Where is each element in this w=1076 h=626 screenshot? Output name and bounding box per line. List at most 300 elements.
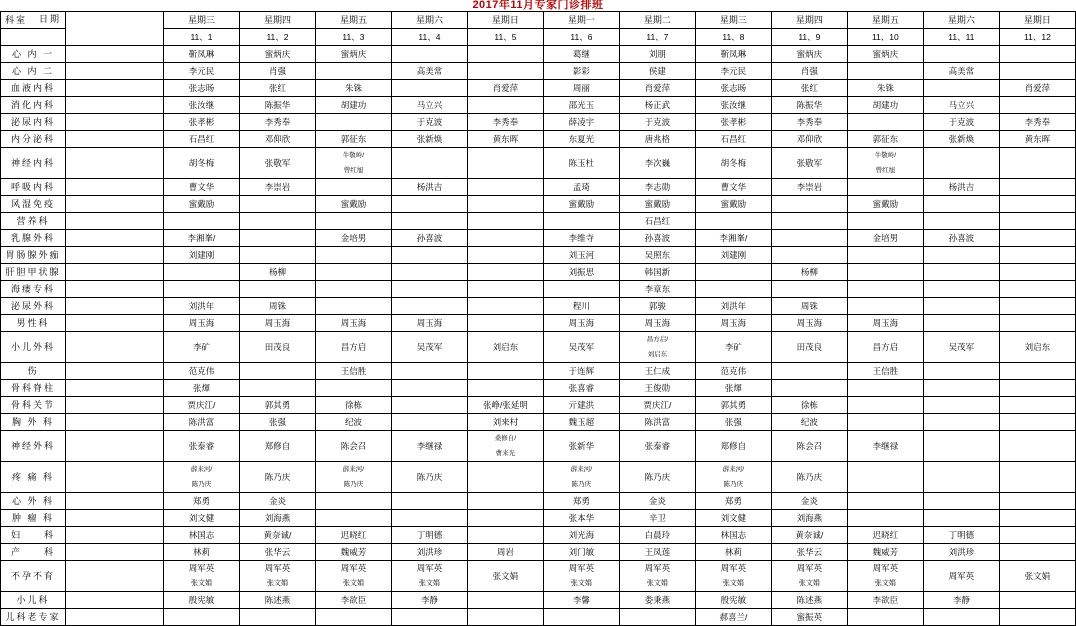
header-day: 星期五	[847, 12, 923, 29]
doctor-cell: 陈洪富	[164, 414, 240, 431]
doctor-cell	[923, 264, 999, 281]
doctor-cell	[239, 213, 315, 230]
doctor-cell: 李崇岩	[239, 179, 315, 196]
doctor-cell: 张峥/张延明	[467, 397, 543, 414]
doctor-cell: 林莉	[695, 544, 771, 561]
doctor-cell	[999, 264, 1075, 281]
department-label: 风湿免疫	[1, 196, 66, 213]
doctor-cell: 周军英 张文娟	[164, 561, 240, 592]
row-gap-cell	[65, 431, 163, 462]
doctor-cell	[467, 431, 543, 462]
corner-label-dept: 科室	[5, 15, 28, 25]
doctor-cell: 张泰睿	[164, 431, 240, 462]
doctor-cell: 高美常	[391, 63, 467, 80]
doctor-cell	[164, 264, 240, 281]
table-row	[1, 196, 1076, 213]
doctor-cell	[771, 380, 847, 397]
doctor-cell	[391, 609, 467, 626]
doctor-cell	[847, 179, 923, 196]
doctor-cell	[999, 363, 1075, 380]
doctor-cell: 张汝继	[164, 97, 240, 114]
doctor-cell: 陈乃庆	[239, 462, 315, 493]
table-row	[1, 332, 1076, 363]
doctor-cell	[467, 609, 543, 626]
doctor-cell: 肖强	[239, 63, 315, 80]
doctor-cell: 周军英 张文娟	[771, 561, 847, 592]
department-label: 肿 瘤 科	[1, 510, 66, 527]
department-label: 小儿科	[1, 592, 66, 609]
doctor-cell: 杨正武	[619, 97, 695, 114]
doctor-cell	[315, 493, 391, 510]
row-gap-cell	[65, 363, 163, 380]
table-row	[1, 510, 1076, 527]
doctor-cell: 周玉海	[695, 315, 771, 332]
department-label: 胸 外 科	[1, 414, 66, 431]
doctor-cell: 蜜炳庆	[239, 46, 315, 63]
doctor-cell: 郭其勇	[239, 397, 315, 414]
table-row	[1, 298, 1076, 315]
row-gap-cell	[65, 80, 163, 97]
doctor-cell: 张敬军	[239, 148, 315, 179]
doctor-cell: 胡建功	[315, 97, 391, 114]
doctor-cell: 林国志	[695, 527, 771, 544]
doctor-cell	[239, 380, 315, 397]
doctor-cell: 金炎	[619, 493, 695, 510]
doctor-cell	[315, 148, 391, 179]
doctor-cell	[467, 462, 543, 493]
doctor-cell: 侯建	[619, 63, 695, 80]
doctor-cell: 郑勇	[543, 493, 619, 510]
doctor-cell	[239, 196, 315, 213]
department-label: 妇 科	[1, 527, 66, 544]
doctor-cell: 李秀奉	[999, 114, 1075, 131]
doctor-cell: 贾庆江/	[619, 397, 695, 414]
doctor-cell: 张煇	[695, 380, 771, 397]
table-row	[1, 493, 1076, 510]
doctor-cell	[999, 179, 1075, 196]
doctor-cell: 李秀奉	[771, 114, 847, 131]
doctor-cell: 陈述燕	[239, 592, 315, 609]
doctor-cell	[467, 527, 543, 544]
doctor-cell	[923, 397, 999, 414]
doctor-cell: 张新焕	[391, 131, 467, 148]
doctor-cell: 孙喜波	[923, 230, 999, 247]
doctor-cell: 郑修自	[239, 431, 315, 462]
doctor-cell: 郭其勇	[695, 397, 771, 414]
doctor-cell	[391, 493, 467, 510]
department-label: 伤	[1, 363, 66, 380]
doctor-cell	[999, 462, 1075, 493]
doctor-cell: 李元民	[164, 63, 240, 80]
table-row	[1, 397, 1076, 414]
doctor-cell: 林国志	[164, 527, 240, 544]
doctor-cell	[771, 196, 847, 213]
doctor-cell	[239, 609, 315, 626]
doctor-cell: 郑修自	[695, 431, 771, 462]
doctor-cell	[467, 315, 543, 332]
doctor-cell	[543, 462, 619, 493]
doctor-cell: 周玉海	[847, 315, 923, 332]
doctor-cell	[923, 148, 999, 179]
table-row	[1, 363, 1076, 380]
doctor-cell: 蜜戴励	[847, 196, 923, 213]
doctor-cell	[695, 213, 771, 230]
doctor-cell: 殷宪敏	[695, 592, 771, 609]
doctor-name-second-line: 张文娟	[798, 580, 820, 587]
doctor-cell	[771, 247, 847, 264]
doctor-cell: 肖爱萍	[999, 80, 1075, 97]
doctor-cell: 韩国新	[619, 264, 695, 281]
doctor-cell: 张强	[239, 414, 315, 431]
doctor-cell	[999, 298, 1075, 315]
doctor-cell: 亓建洪	[543, 397, 619, 414]
doctor-cell	[923, 315, 999, 332]
department-label: 产 科	[1, 544, 66, 561]
doctor-cell: 张强	[695, 414, 771, 431]
row-gap-cell	[65, 397, 163, 414]
doctor-cell	[923, 281, 999, 298]
doctor-cell	[315, 281, 391, 298]
doctor-cell	[999, 544, 1075, 561]
doctor-name-line: 牛敬岭/	[874, 152, 896, 159]
doctor-cell: 唐兆格	[619, 131, 695, 148]
doctor-cell: 薛凌宇	[543, 114, 619, 131]
department-label: 营养科	[1, 213, 66, 230]
table-row	[1, 264, 1076, 281]
doctor-cell: 胡建功	[847, 97, 923, 114]
table-row	[1, 114, 1076, 131]
row-gap-cell	[65, 114, 163, 131]
doctor-cell: 李志勋	[619, 179, 695, 196]
doctor-cell: 徐栋	[315, 397, 391, 414]
doctor-cell: 周军英 张文娟	[239, 561, 315, 592]
department-label: 儿科老专家	[1, 609, 66, 626]
doctor-cell	[999, 414, 1075, 431]
doctor-cell	[847, 298, 923, 315]
doctor-cell: 孟琦	[543, 179, 619, 196]
doctor-cell: 陈乃庆	[619, 462, 695, 493]
doctor-cell	[923, 213, 999, 230]
doctor-cell: 周军英 张文娟	[695, 561, 771, 592]
doctor-cell: 陈乃庆	[391, 462, 467, 493]
doctor-cell	[999, 97, 1075, 114]
department-label: 小儿外科	[1, 332, 66, 363]
doctor-cell: 魏玉超	[543, 414, 619, 431]
doctor-cell: 周军英 张文娟	[315, 561, 391, 592]
doctor-cell: 邓仰欣	[239, 131, 315, 148]
doctor-cell: 刘门敏	[543, 544, 619, 561]
doctor-cell: 王仁成	[619, 363, 695, 380]
doctor-cell: 陈会召	[315, 431, 391, 462]
department-label: 胃肠腺外痂	[1, 247, 66, 264]
doctor-cell	[467, 213, 543, 230]
header-day: 星期五	[315, 12, 391, 29]
doctor-cell: 陈会召	[771, 431, 847, 462]
doctor-name-second-line: 张文娟	[874, 580, 896, 587]
doctor-cell	[239, 247, 315, 264]
doctor-cell: 张煇	[164, 380, 240, 397]
doctor-cell: 程川	[543, 298, 619, 315]
date-cell: 11、2	[239, 29, 315, 46]
doctor-cell	[923, 510, 999, 527]
doctor-cell: 朱铢	[847, 80, 923, 97]
doctor-cell	[923, 609, 999, 626]
table-row	[1, 97, 1076, 114]
doctor-cell	[543, 213, 619, 230]
date-cell: 11、10	[847, 29, 923, 46]
doctor-cell: 郭征东	[847, 131, 923, 148]
doctor-cell: 李静	[391, 592, 467, 609]
doctor-cell: 石昌红	[695, 131, 771, 148]
doctor-cell	[391, 148, 467, 179]
header-corner	[1, 12, 66, 29]
doctor-cell: 杨柳	[771, 264, 847, 281]
doctor-cell: 辛卫	[619, 510, 695, 527]
table-row	[1, 544, 1076, 561]
row-gap-cell	[65, 609, 163, 626]
doctor-cell: 肖爱萍	[467, 80, 543, 97]
doctor-cell	[923, 196, 999, 213]
doctor-cell	[467, 247, 543, 264]
doctor-cell: 张新华	[543, 431, 619, 462]
doctor-cell	[847, 510, 923, 527]
department-label: 肝胆甲状腺	[1, 264, 66, 281]
doctor-cell: 靳凤琳	[695, 46, 771, 63]
doctor-cell: 周玉海	[239, 315, 315, 332]
row-gap-cell	[65, 213, 163, 230]
doctor-cell	[923, 46, 999, 63]
doctor-cell: 李次巍	[619, 148, 695, 179]
doctor-cell: 石昌红	[164, 131, 240, 148]
doctor-cell: 徐栋	[771, 397, 847, 414]
doctor-cell	[999, 46, 1075, 63]
row-gap-cell	[65, 544, 163, 561]
doctor-cell: 陈洪富	[619, 414, 695, 431]
doctor-cell: 刘建刚	[164, 247, 240, 264]
doctor-cell: 陈振华	[239, 97, 315, 114]
doctor-cell: 陈述燕	[771, 592, 847, 609]
doctor-cell	[999, 213, 1075, 230]
doctor-cell	[999, 380, 1075, 397]
doctor-cell	[619, 332, 695, 363]
doctor-cell	[467, 380, 543, 397]
doctor-cell	[847, 264, 923, 281]
doctor-cell: 杨洪吉	[923, 179, 999, 196]
doctor-cell: 田茂良	[771, 332, 847, 363]
doctor-cell: 葛继	[543, 46, 619, 63]
doctor-cell: 刘玉河	[543, 247, 619, 264]
doctor-cell: 刘洪年	[695, 298, 771, 315]
department-label: 呼吸内科	[1, 179, 66, 196]
doctor-cell: 高美常	[923, 63, 999, 80]
row-gap-cell	[65, 131, 163, 148]
doctor-cell: 周玉海	[315, 315, 391, 332]
doctor-cell: 蜜炳庆	[847, 46, 923, 63]
doctor-cell	[315, 63, 391, 80]
doctor-cell: 孙喜波	[619, 230, 695, 247]
doctor-cell	[467, 493, 543, 510]
table-row	[1, 46, 1076, 63]
doctor-cell	[695, 462, 771, 493]
department-label: 心 内 二	[1, 63, 66, 80]
doctor-cell: 迟晓红	[315, 527, 391, 544]
doctor-cell	[847, 380, 923, 397]
doctor-cell: 张本华	[543, 510, 619, 527]
header-day: 星期六	[391, 12, 467, 29]
row-gap-cell	[65, 230, 163, 247]
doctor-cell: 胡冬梅	[695, 148, 771, 179]
doctor-cell: 刘建刚	[695, 247, 771, 264]
row-gap-cell	[65, 148, 163, 179]
doctor-cell: 贾庆江/	[164, 397, 240, 414]
doctor-cell: 张文娟	[999, 561, 1075, 592]
doctor-cell	[999, 230, 1075, 247]
doctor-cell	[771, 281, 847, 298]
doctor-cell: 张志旸	[164, 80, 240, 97]
department-label: 骨科脊柱	[1, 380, 66, 397]
doctor-cell: 黄东晖	[467, 131, 543, 148]
date-cell: 11、6	[543, 29, 619, 46]
doctor-cell: 胡冬梅	[164, 148, 240, 179]
doctor-cell	[315, 462, 391, 493]
doctor-cell	[315, 114, 391, 131]
doctor-cell	[467, 264, 543, 281]
doctor-cell: 刘文健	[695, 510, 771, 527]
header-day: 星期一	[543, 12, 619, 29]
table-row	[1, 380, 1076, 397]
table-row	[1, 230, 1076, 247]
doctor-cell	[923, 380, 999, 397]
doctor-cell: 昌方启	[315, 332, 391, 363]
doctor-cell: 金培男	[847, 230, 923, 247]
doctor-cell: 吴茂军	[923, 332, 999, 363]
doctor-cell	[467, 230, 543, 247]
doctor-name-line: 刘启东	[647, 351, 668, 358]
doctor-cell: 丁明德	[391, 527, 467, 544]
doctor-cell: 黄东晖	[999, 131, 1075, 148]
doctor-cell	[923, 493, 999, 510]
doctor-cell: 张志旸	[695, 80, 771, 97]
doctor-cell	[923, 80, 999, 97]
doctor-cell: 陈玉杜	[543, 148, 619, 179]
doctor-cell: 林莉	[164, 544, 240, 561]
doctor-cell: 迟晓红	[847, 527, 923, 544]
doctor-cell	[315, 247, 391, 264]
doctor-cell	[999, 397, 1075, 414]
doctor-cell: 杨洪吉	[391, 179, 467, 196]
table-row	[1, 213, 1076, 230]
doctor-cell: 李湘峯/	[164, 230, 240, 247]
doctor-cell: 王凤莲	[619, 544, 695, 561]
doctor-cell	[391, 380, 467, 397]
date-cell: 11、8	[695, 29, 771, 46]
doctor-cell	[239, 281, 315, 298]
table-row	[1, 431, 1076, 462]
doctor-cell: 周玉海	[543, 315, 619, 332]
doctor-cell: 黄奈诚/	[239, 527, 315, 544]
doctor-cell: 王俊勋	[619, 380, 695, 397]
doctor-cell: 李继禄	[847, 431, 923, 462]
doctor-cell: 周岩	[467, 544, 543, 561]
table-row	[1, 609, 1076, 626]
doctor-cell	[999, 609, 1075, 626]
doctor-cell	[999, 315, 1075, 332]
doctor-cell: 白晨玲	[619, 527, 695, 544]
doctor-cell: 张汝继	[695, 97, 771, 114]
doctor-name-second-line: 张文娟	[342, 580, 364, 587]
row-gap-cell	[65, 315, 163, 332]
doctor-cell	[467, 281, 543, 298]
doctor-cell: 石昌红	[619, 213, 695, 230]
doctor-cell	[391, 414, 467, 431]
doctor-cell: 周玉海	[619, 315, 695, 332]
doctor-cell: 靳凤琳	[164, 46, 240, 63]
table-row	[1, 315, 1076, 332]
header-day: 星期六	[923, 12, 999, 29]
doctor-cell	[695, 281, 771, 298]
doctor-cell: 马立兴	[391, 97, 467, 114]
doctor-cell: 范克伟	[164, 363, 240, 380]
doctor-cell	[999, 63, 1075, 80]
department-label: 乳腺外科	[1, 230, 66, 247]
doctor-name-line: 昌方启/	[646, 336, 669, 343]
doctor-cell: 张喜睿	[543, 380, 619, 397]
row-gap-cell	[65, 63, 163, 80]
doctor-cell	[847, 281, 923, 298]
doctor-cell	[847, 63, 923, 80]
doctor-cell	[847, 397, 923, 414]
doctor-cell: 殷宪敏	[164, 592, 240, 609]
doctor-cell: 周丽	[543, 80, 619, 97]
doctor-cell: 刘海燕	[771, 510, 847, 527]
doctor-cell	[619, 609, 695, 626]
doctor-cell: 娄秉燕	[619, 592, 695, 609]
doctor-cell: 李馨	[543, 592, 619, 609]
doctor-cell: 周军英 张文娟	[847, 561, 923, 592]
doctor-cell: 东夏光	[543, 131, 619, 148]
doctor-cell	[239, 230, 315, 247]
doctor-name-second-line: 张文娟	[722, 580, 744, 587]
doctor-cell: 李继禄	[391, 431, 467, 462]
doctor-cell	[771, 363, 847, 380]
row-gap-cell	[65, 196, 163, 213]
department-label: 不孕不育	[1, 561, 66, 592]
department-label: 消化内科	[1, 97, 66, 114]
doctor-cell: 周军英 张文娟	[391, 561, 467, 592]
doctor-cell	[467, 63, 543, 80]
doctor-cell: 李章东	[619, 281, 695, 298]
doctor-cell	[923, 363, 999, 380]
doctor-name-line: 牛敬岭/	[342, 152, 365, 159]
department-label: 内分泌科	[1, 131, 66, 148]
doctor-cell: 张红	[771, 80, 847, 97]
doctor-cell	[771, 213, 847, 230]
doctor-cell	[391, 281, 467, 298]
doctor-cell	[315, 609, 391, 626]
department-label: 心 外 科	[1, 493, 66, 510]
doctor-cell: 邵光玉	[543, 97, 619, 114]
doctor-cell	[999, 148, 1075, 179]
doctor-cell	[847, 462, 923, 493]
doctor-cell	[315, 264, 391, 281]
doctor-cell	[847, 114, 923, 131]
doctor-cell	[923, 298, 999, 315]
doctor-name-line: 曾红旭	[343, 167, 364, 174]
doctor-cell: 张文娟	[467, 561, 543, 592]
table-row	[1, 131, 1076, 148]
doctor-cell: 周军英 张文娟	[543, 561, 619, 592]
doctor-name-second-line: 张文娟	[570, 580, 592, 587]
